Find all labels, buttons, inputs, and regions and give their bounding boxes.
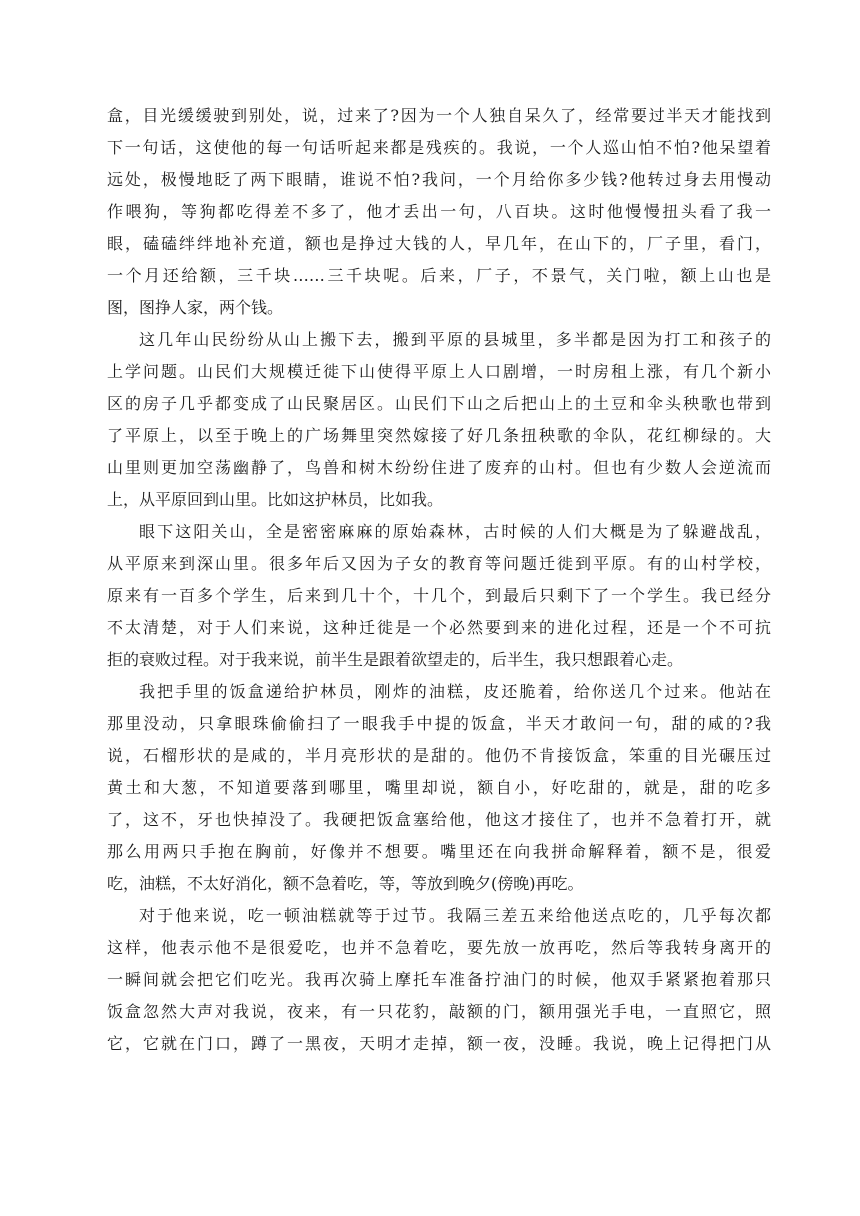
text-line: 区的房子几乎都变成了山民聚居区。山民们下山之后把山上的土豆和伞头秧歌也带到	[107, 394, 771, 413]
paragraph-3	[107, 516, 771, 676]
text-line: 拒的衰败过程。对于我来说，前半生是跟着欲望走的，后半生，我只想跟着心走。	[107, 650, 684, 669]
paragraph-5	[107, 900, 771, 1060]
text-line: 我把手里的饭盒递给护林员，刚炸的油糕，皮还脆着，给你送几个过来。他站在	[139, 682, 771, 701]
text-line: 远处，极慢地眨了两下眼睛，谁说不怕?我问，一个月给你多少钱?他转过身去用慢动	[107, 170, 771, 189]
text-line: 原来有一百多个学生，后来到几十个，十几个，到最后只剩下了一个学生。我已经分	[107, 586, 771, 605]
text-line: 吃，油糕，不太好消化，额不急着吃，等，等放到晚夕(傍晚)再吃。	[107, 874, 584, 893]
text-line: 那么用两只手抱在胸前，好像并不想要。嘴里还在向我拼命解释着，额不是，很爱	[107, 842, 771, 861]
text-line: 上，从平原回到山里。比如这护林员，比如我。	[107, 490, 444, 509]
text-line: 这样，他表示他不是很爱吃，也并不急着吃，要先放一放再吃，然后等我转身离开的	[107, 938, 771, 957]
text-line: 不太清楚，对于人们来说，这种迁徙是一个必然要到来的进化过程，还是一个不可抗	[107, 618, 771, 637]
document-page	[107, 100, 771, 1060]
text-line: 眼，磕磕绊绊地补充道，额也是挣过大钱的人，早几年，在山下的，厂子里，看门，	[107, 234, 771, 253]
paragraph-2	[107, 324, 771, 516]
paragraph-1	[107, 100, 771, 324]
text-line: 饭盒忽然大声对我说，夜来，有一只花豹，敲额的门，额用强光手电，一直照它，照	[107, 1002, 771, 1021]
text-line: 说，石榴形状的是咸的，半月亮形状的是甜的。他仍不肯接饭盒，笨重的目光碾压过	[107, 746, 771, 765]
text-line: 它，它就在门口，蹲了一黑夜，天明才走掉，额一夜，没睡。我说，晚上记得把门从	[107, 1034, 771, 1053]
text-line: 图，图挣人家，两个钱。	[107, 298, 284, 317]
text-line: 了平原上，以至于晚上的广场舞里突然嫁接了好几条扭秧歌的伞队，花红柳绿的。大	[107, 426, 771, 445]
text-line: 作喂狗，等狗都吃得差不多了，他才丢出一句，八百块。这时他慢慢扭头看了我一	[107, 202, 771, 221]
text-line: 盒，目光缓缓驶到别处，说，过来了?因为一个人独自呆久了，经常要过半天才能找到	[107, 106, 771, 125]
text-line: 下一句话，这使他的每一句话听起来都是残疾的。我说，一个人巡山怕不怕?他呆望着	[107, 138, 771, 157]
text-line: 对于他来说，吃一顿油糕就等于过节。我隔三差五来给他送点吃的，几乎每次都	[139, 906, 771, 925]
text-line: 山里则更加空荡幽静了，鸟兽和树木纷纷住进了废弃的山村。但也有少数人会逆流而	[107, 458, 771, 477]
text-line: 从平原来到深山里。很多年后又因为子女的教育等问题迁徙到平原。有的山村学校，	[107, 554, 771, 573]
text-line: 上学问题。山民们大规模迁徙下山使得平原上人口剧增，一时房租上涨，有几个新小	[107, 362, 771, 381]
text-line: 一个月还给额，三千块……三千块呢。后来，厂子，不景气，关门啦，额上山也是	[107, 266, 771, 285]
text-line: 黄土和大葱，不知道要落到哪里，嘴里却说，额自小，好吃甜的，就是，甜的吃多	[107, 778, 771, 797]
text-line: 这几年山民纷纷从山上搬下去，搬到平原的县城里，多半都是因为打工和孩子的	[139, 330, 771, 349]
text-line: 一瞬间就会把它们吃光。我再次骑上摩托车准备拧油门的时候，他双手紧紧抱着那只	[107, 970, 771, 989]
text-line: 眼下这阳关山，全是密密麻麻的原始森林，古时候的人们大概是为了躲避战乱，	[139, 522, 771, 541]
text-line: 那里没动，只拿眼珠偷偷扫了一眼我手中提的饭盒，半天才敢问一句，甜的咸的?我	[107, 714, 771, 733]
text-line: 了，这不，牙也快掉没了。我硬把饭盒塞给他，他这才接住了，也并不急着打开，就	[107, 810, 771, 829]
paragraph-4	[107, 676, 771, 900]
